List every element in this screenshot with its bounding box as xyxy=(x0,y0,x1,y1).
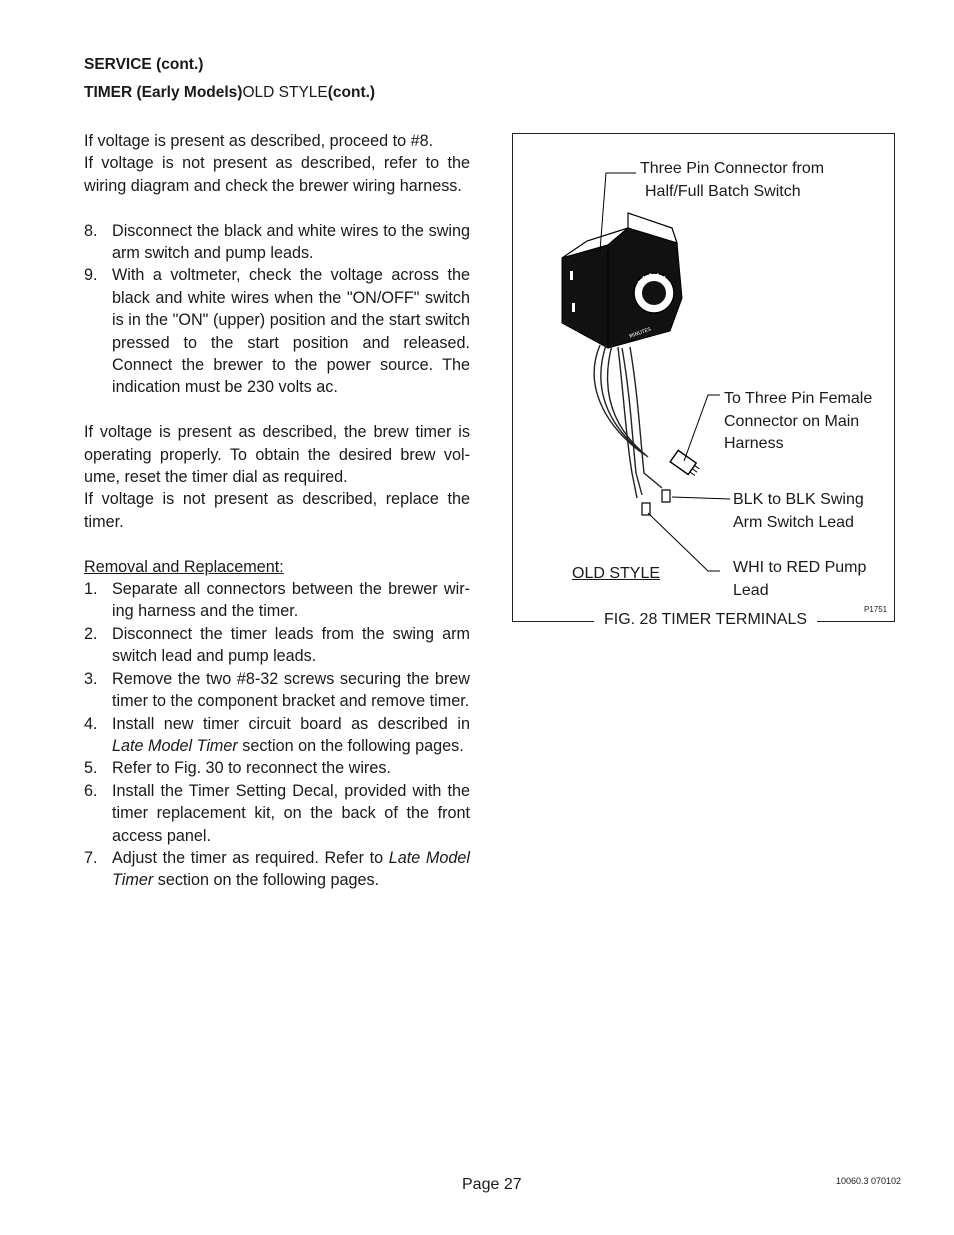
intro-paragraph: If voltage is not present as described, refer to the wiring diagram and check the brewer wiring harness. xyxy=(84,154,470,195)
list-item: 8. Disconnect the black and white wires to the swing arm switch and pump leads. xyxy=(84,221,470,263)
result-paragraph: If voltage is not present as described, replace the timer. xyxy=(84,490,470,531)
label-blk-swing: BLK to BLK Swing Arm Switch Lead xyxy=(733,491,864,531)
document-number: 10060.3 070102 xyxy=(836,1176,902,1186)
list-item: 5. Refer to Fig. 30 to reconnect the wires. xyxy=(84,759,391,778)
figure-caption: FIG. 28 TIMER TERMINALS xyxy=(594,609,817,631)
subsection-title: TIMER (Early Models)OLD STYLE(cont.) xyxy=(84,84,376,101)
list-item: 1. Separate all connectors between the brewer wir-ing harness and the timer. xyxy=(84,580,470,621)
list-item: 3. Remove the two #8-32 screws securing the brew timer to the component bracket and remove timer. xyxy=(84,669,470,711)
list-item: 9. With a voltmeter, check the voltage across the black and white wires when the "ON/OFF" switch is in the "ON" (upper) position and the start switch pressed to the start position and released. Connect the brewer to the power source. The indication must be 230 volts ac. xyxy=(84,266,470,397)
old-style-label: OLD STYLE xyxy=(572,565,661,582)
label-whi-pump: WHI to RED Pump Lead xyxy=(733,559,867,599)
part-code: P1751 xyxy=(864,605,888,614)
label-female-connector: To Three Pin Female Connector on Main Harness xyxy=(724,390,873,452)
label-three-pin-connector: Three Pin Connector from Half/Full Batch Switch xyxy=(640,160,825,200)
list-item: 2. Disconnect the timer leads from the swing arm switch lead and pump leads. xyxy=(84,624,470,666)
timer-illustration xyxy=(512,133,895,622)
list-item: 4. Install new timer circuit board as described in Late Model Timer section on the following pages. xyxy=(84,714,470,755)
removal-heading: Removal and Replacement: xyxy=(84,557,284,576)
intro-paragraph: If voltage is present as described, proceed to #8. xyxy=(84,132,434,150)
text-column xyxy=(84,130,470,892)
svg-text:MINUTES: MINUTES xyxy=(628,326,652,340)
result-paragraph: If voltage is present as described, the brew timer is operating properly. To obtain the desired brew vol-ume, reset the timer dial as required. xyxy=(84,423,470,487)
section-title: SERVICE (cont.) xyxy=(84,56,204,73)
list-item: 7. Adjust the timer as required. Refer to Late Model Timer section on the following pages. xyxy=(84,848,470,890)
list-item: 6. Install the Timer Setting Decal, provided with the timer replacement kit, on the back of the front access panel. xyxy=(84,781,470,845)
page-number: Page 27 xyxy=(462,1176,522,1193)
